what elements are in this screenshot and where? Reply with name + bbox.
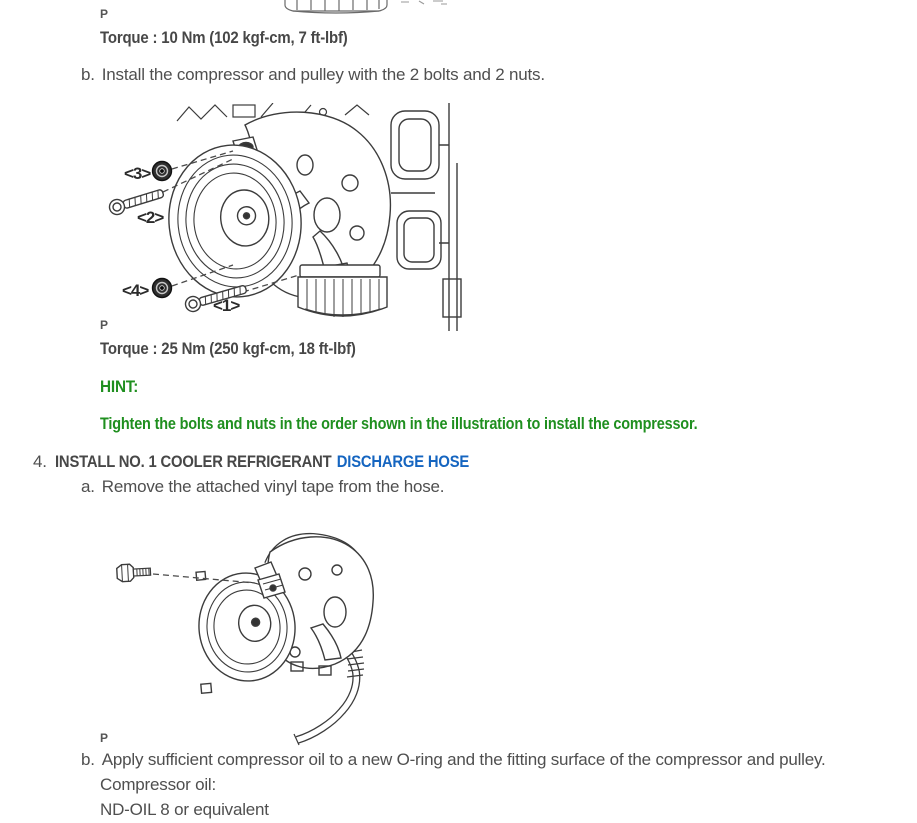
step-title: INSTALL NO. 1 COOLER REFRIGERANT <box>54 452 332 471</box>
list-marker: b. <box>81 750 95 769</box>
list-item-b-install <box>81 64 545 85</box>
hint-text: Tighten the bolts and nuts in the order shown in the illustration to install the compressor. <box>100 414 698 433</box>
oil-filter-art <box>298 265 387 317</box>
step-4-heading <box>33 451 531 472</box>
list-text: Apply sufficient compressor oil to a new O-ring and the fitting surface of the compressor and pulley. <box>101 750 826 769</box>
torque-spec: Torque : 10 Nm (102 kgf-cm, 7 ft-lbf) <box>100 28 348 47</box>
figure-caption-p: P <box>100 7 109 21</box>
list-marker: b. <box>81 65 95 84</box>
list-text: Install the compressor and pulley with the 2 bolts and 2 nuts. <box>101 65 545 84</box>
figure-caption-p: P <box>100 318 109 332</box>
torque-spec: Torque : 25 Nm (250 kgf-cm, 18 ft-lbf) <box>100 339 356 358</box>
fastener-label-2: <2> <box>137 208 164 227</box>
figure-caption-p: P <box>100 731 109 745</box>
list-text: Remove the attached vinyl tape from the hose. <box>101 477 445 496</box>
figure-top-partial <box>283 0 448 14</box>
step-title-wrap <box>55 451 469 472</box>
discharge-hose-link[interactable]: DISCHARGE HOSE <box>336 452 469 471</box>
engine-block-art <box>391 103 461 331</box>
compressor-oil-value: ND-OIL 8 or equivalent <box>100 800 269 819</box>
list-item-a-remove-tape <box>81 476 444 497</box>
cylinder-bottom-art <box>285 0 387 13</box>
list-marker: a. <box>81 477 95 496</box>
fastener-label-1: <1> <box>213 296 240 315</box>
fastener-label-3: <3> <box>124 164 151 183</box>
figure-compressor-bolts <box>95 103 465 333</box>
compressor-oil-label: Compressor oil: <box>100 775 217 794</box>
fastener-label-4: <4> <box>122 281 149 300</box>
bolt-icon <box>117 563 151 582</box>
nut-icon <box>153 279 172 298</box>
list-item-b-apply-oil <box>81 749 826 770</box>
nut-icon <box>153 162 172 181</box>
hint-label: HINT: <box>100 377 139 396</box>
figure-discharge-hose <box>95 512 445 747</box>
cutoff-marks <box>401 1 447 4</box>
step-number: 4. <box>33 452 47 471</box>
